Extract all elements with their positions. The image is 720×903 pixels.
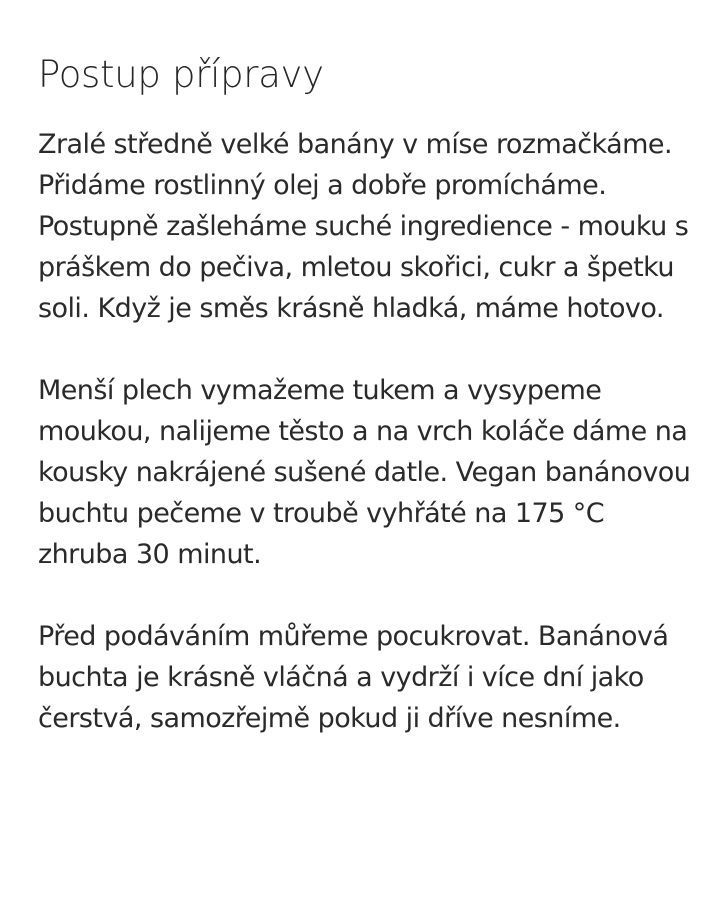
instruction-steps <box>38 124 698 739</box>
recipe-instructions <box>38 44 698 780</box>
instruction-paragraph: Před podáváním můřeme pocukrovat. Banánová buchta je krásně vláčná a vydrží i více dní jako čerstvá, samozřejmě pokud ji dříve nesníme. <box>38 621 669 734</box>
instruction-paragraph: Zralé středně velké banány v míse rozmačkáme. Přidáme rostlinný olej a dobře promícháme. Postupně zašleháme suché ingredience - mouku s práškem do pečiva, mletou skořici, cukr a špetku soli. Když je směs krásně hladká, máme hotovo. <box>38 129 689 324</box>
instruction-paragraph: Menší plech vymažeme tukem a vysypeme moukou, nalijeme těsto a na vrch koláče dáme na kousky nakrájené sušené datle. Vegan banánovou buchtu pečeme v troubě vyhřáté na 175 °C zhruba 30 minut. <box>38 375 691 570</box>
section-title: Postup přípravy <box>38 53 324 96</box>
